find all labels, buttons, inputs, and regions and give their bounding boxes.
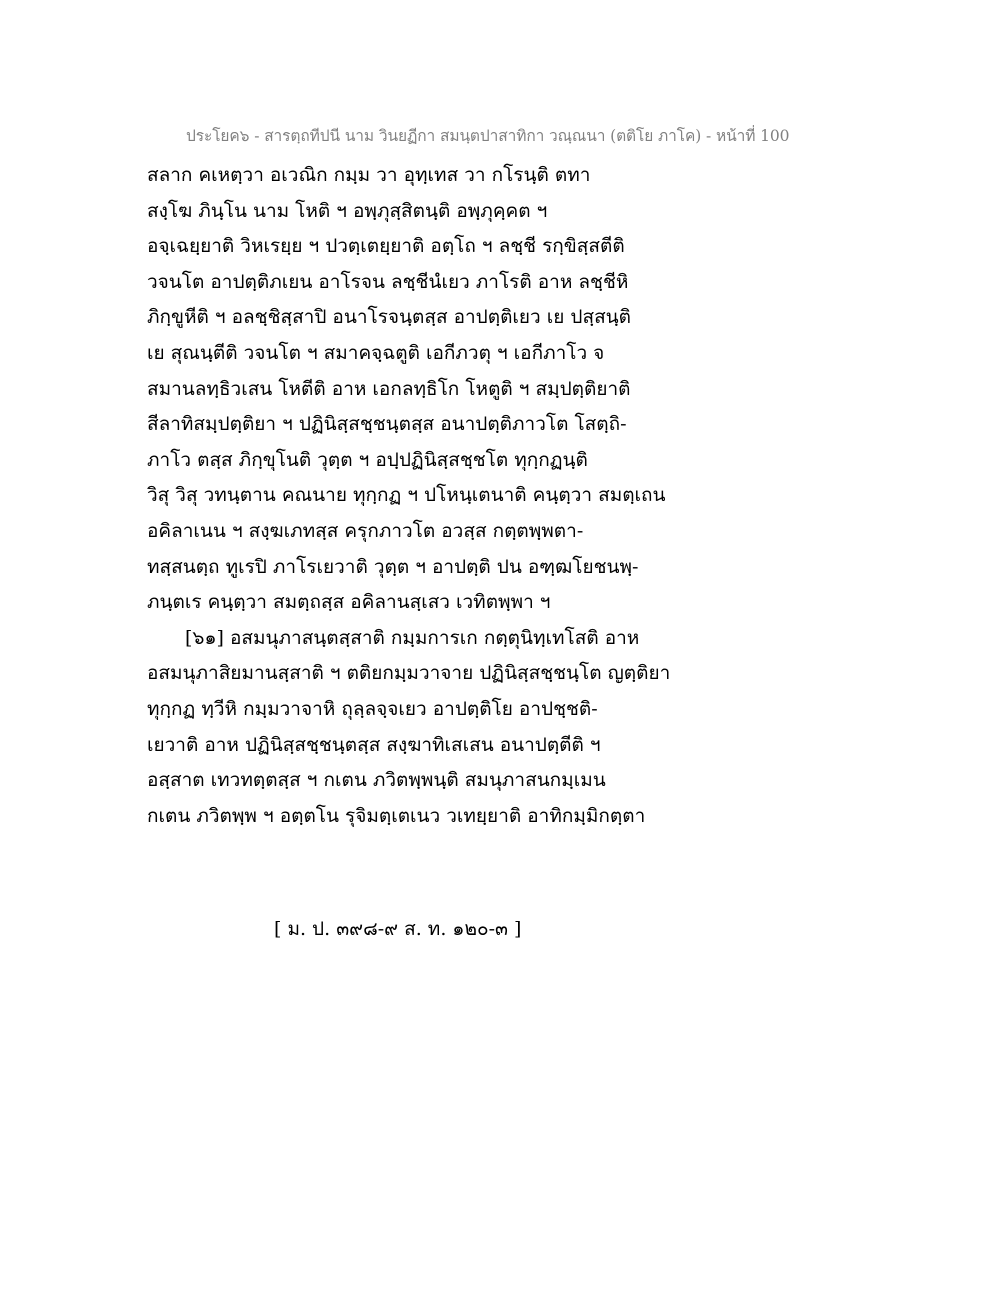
text-line: สงฺโฆ ภินฺโน นาม โหติ ฯ อพฺภุสฺสิตนฺติ อพฺภุคฺคต ฯ [147,199,548,222]
page-header: ประโยค๖ - สารตฺถทีปนี นาม วินยฏีกา สมนฺตปาสาทิกา วณฺณนา (ตติโย ภาโค) - หน้าที่ 100 [186,127,790,145]
text-line: อคิลาเนน ฯ สงฺฆเภทสฺส ครุกภาวโต อวสฺส กตฺตพฺพตา- [147,519,584,542]
text-line: วจนโต อาปตฺติภเยน อาโรจน ลชฺชีนํเยว ภาโรติ อาห ลชฺชีหิ [147,270,629,293]
text-line: ทุกฺกฏ ทฺวีหิ กมฺมวาจาหิ ถุลฺลจฺจเยว อาปตฺติโย อาปชฺชติ- [147,697,598,720]
text-line: เยวาติ อาห ปฏินิสฺสชฺชนฺตสฺส สงฺฆาทิเสเสน อนาปตฺตีติ ฯ [147,733,601,756]
text-line: ทสฺสนตฺถ ทูเรปิ ภาโรเยวาติ วุตฺต ฯ อาปตฺติ ปน อฑฺฒโยชนพฺ- [147,555,639,578]
text-line: อสมนุภาสิยมานสฺสาติ ฯ ตติยกมฺมวาจาย ปฏินิสฺสชฺชนฺโต ญตฺติยา [147,662,671,685]
paragraph-start-line: [๖๑] อสมนุภาสนฺตสฺสาติ กมฺมการเก กตฺตุนิทฺเทโสติ อาห [185,626,640,649]
reference-citation: [ ม. ป. ๓๙๘-๙ ส. ท. ๑๒๐-๓ ] [274,918,522,940]
text-line: สลาก คเหตฺวา อเวณิก กมฺม วา อุทฺเทส วา กโรนฺติ ตทา [147,164,591,186]
text-line: ภาโว ตสฺส ภิกฺขุโนติ วุตฺต ฯ อปฺปฏินิสฺสชฺชโต ทุกฺกฏนฺติ [147,448,588,471]
text-line: อสฺสาต เทวทตฺตสฺส ฯ กเตน ภวิตพฺพนฺติ สมนุภาสนกมฺเมน [147,769,606,792]
text-line: วิสุ วิสุ วทนฺตาน คณนาย ทุกฺกฏ ฯ ปโหนฺเตนาติ คนฺตฺวา สมตฺเถน [147,484,666,507]
body-text [147,158,687,834]
text-line: สมานลทฺธิวเสน โหตีติ อาห เอกลทฺธิโก โหตูติ ฯ สมฺปตฺติยาติ [147,377,631,400]
text-line: อจฺเฉยฺยาติ วิหเรยฺย ฯ ปวตฺเตยฺยาติ อตฺโถ ฯ ลชฺชี รกฺขิสฺสตีติ [147,235,625,258]
text-line: เย สุณนฺตีติ วจนโต ฯ สมาคจฺฉตูติ เอกีภวตุ ฯ เอกีภาโว จ [147,341,605,364]
text-line: กเตน ภวิตพฺพ ฯ อตฺตโน รุจิมตฺเตเนว วเทยฺยาติ อาทิกมฺมิกตฺตา [147,804,646,827]
text-line: ภิกฺขูหีติ ฯ อลชฺชิสฺสาปิ อนาโรจนฺตสฺส อาปตฺติเยว เย ปสฺสนฺติ [147,306,632,329]
text-line: สีลาทิสมฺปตฺติยา ฯ ปฏินิสฺสชฺชนฺตสฺส อนาปตฺติภาวโต โสตฺถิ- [147,413,627,436]
text-line: ภนฺตเร คนฺตฺวา สมตฺถสฺส อคิลานสฺเสว เวทิตพฺพา ฯ [147,591,551,614]
